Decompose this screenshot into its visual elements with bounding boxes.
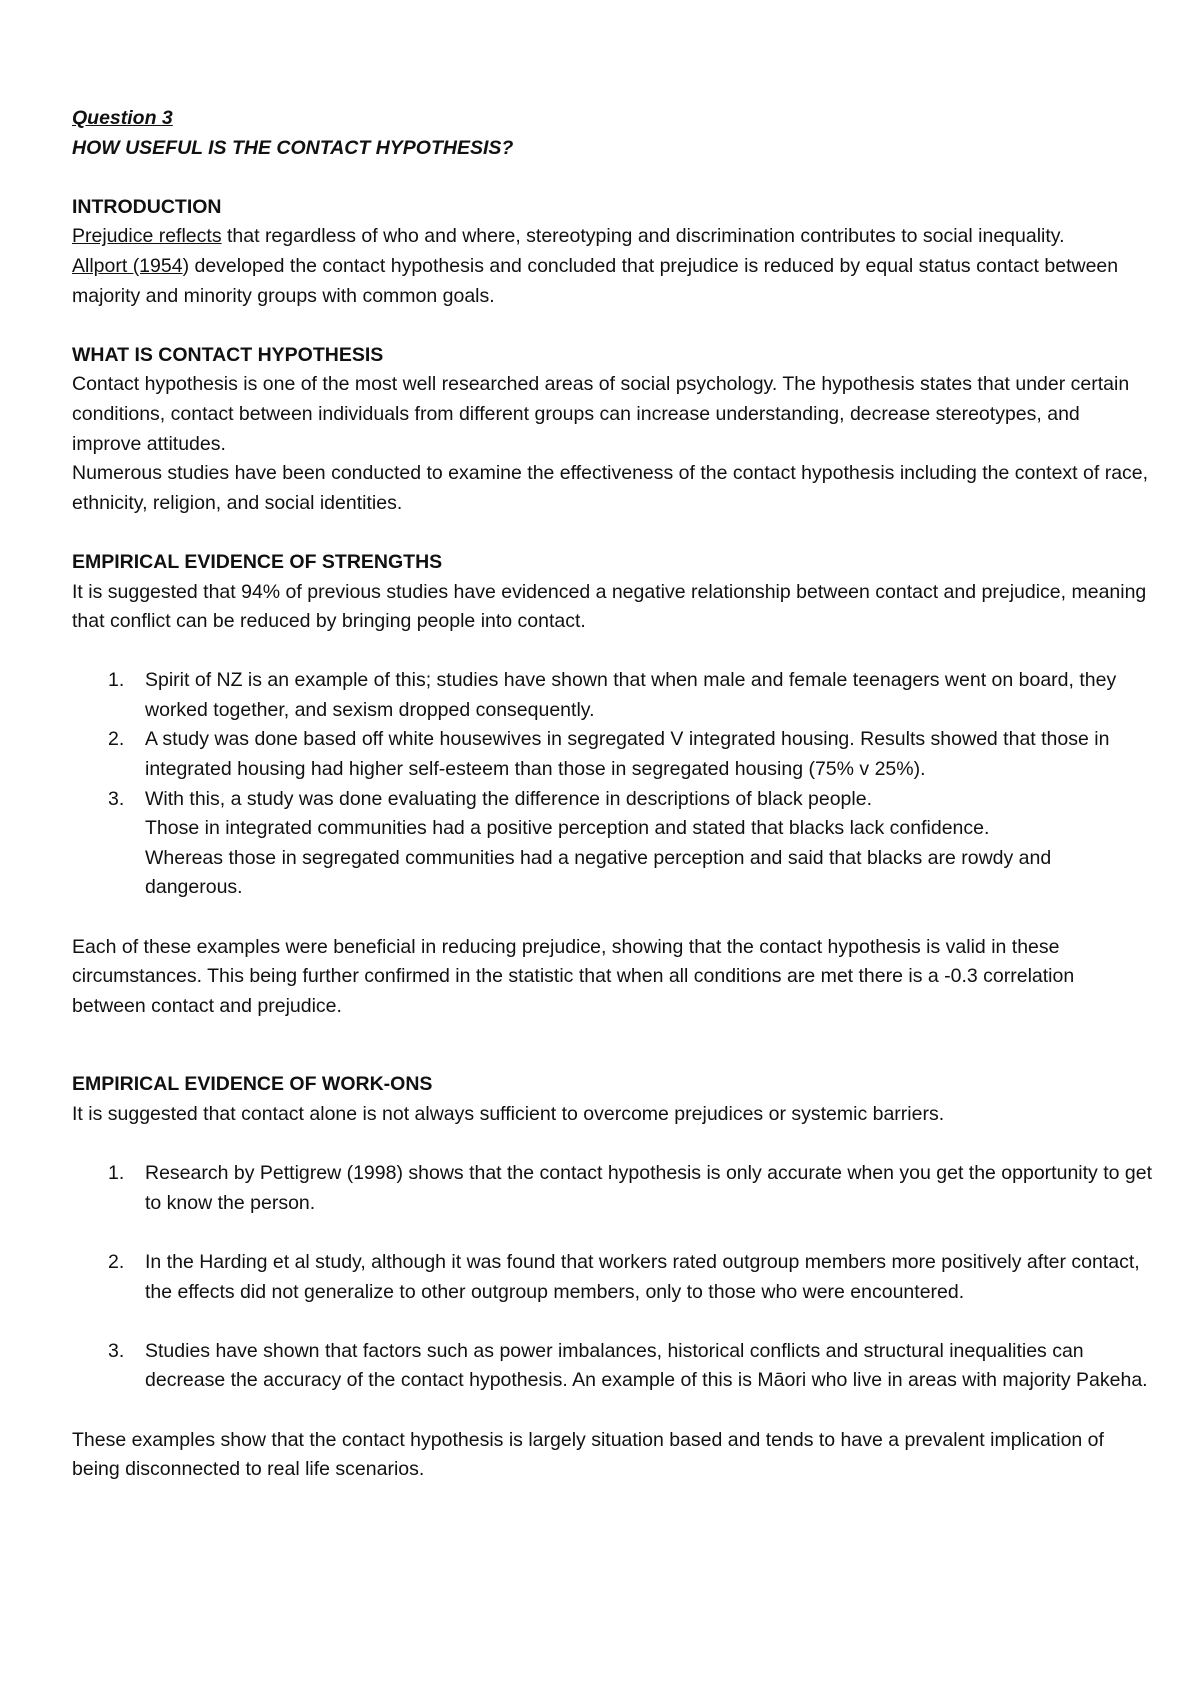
intro-paragraph-1 xyxy=(72,222,1152,252)
intro-heading: INTRODUCTION xyxy=(72,195,222,218)
list-number: 1. xyxy=(108,1162,125,1185)
list-item-text: In the Harding et al study, although it was found that workers rated outgroup members more positively after contact, the effects did not generalize to other outgroup members, only to those who were encountered. xyxy=(145,1250,1140,1303)
list-item xyxy=(72,1248,1152,1307)
workons-list xyxy=(72,1159,1152,1396)
what-is-paragraph-2: Numerous studies have been conducted to examine the effectiveness of the contact hypothesis including the context of race, ethnicity, religion, and social identities. xyxy=(72,462,1149,514)
list-item-text: A study was done based off white housewives in segregated V integrated housing. Results showed that those in integrated housing had higher self-esteem than those in segregated housing (75% v 25%). xyxy=(145,728,1110,781)
list-item-text: Studies have shown that factors such as power imbalances, historical conflicts and structural inequalities can decrease the accuracy of the contact hypothesis. An example of this is Māori who live in areas with majority Pakeha. xyxy=(145,1339,1148,1392)
workons-intro: It is suggested that contact alone is not always sufficient to overcome prejudices or systemic barriers. xyxy=(72,1103,945,1125)
list-item xyxy=(72,725,1152,784)
list-number: 2. xyxy=(108,728,125,751)
intro-p2-rest: ) developed the contact hypothesis and concluded that prejudice is reduced by equal status contact between majority and minority groups with common goals. xyxy=(72,254,1119,307)
document-title: HOW USEFUL IS THE CONTACT HYPOTHESIS? xyxy=(72,136,514,159)
strengths-conclusion: Each of these examples were beneficial in reducing prejudice, showing that the contact hypothesis is valid in these circumstances. This being further confirmed in the statistic that when all conditions are met there is a -0.3 correlation between contact and prejudice. xyxy=(72,935,1075,1017)
list-item-text: With this, a study was done evaluating the difference in descriptions of black people. xyxy=(145,787,872,810)
list-number: 3. xyxy=(108,787,125,810)
list-item xyxy=(72,785,1152,903)
intro-paragraph-2 xyxy=(72,252,1152,311)
strengths-heading: EMPIRICAL EVIDENCE OF STRENGTHS xyxy=(72,550,443,573)
list-item-text: Spirit of NZ is an example of this; studies have shown that when male and female teenagers went on board, they worked together, and sexism dropped consequently. xyxy=(145,669,1117,721)
list-item-text-line-2: Those in integrated communities had a positive perception and stated that blacks lack confidence. xyxy=(145,817,990,840)
intro-p2-lead: Allport (1954 xyxy=(72,254,183,277)
list-number: 1. xyxy=(108,669,125,692)
question-label: Question 3 xyxy=(72,107,173,129)
what-is-heading: WHAT IS CONTACT HYPOTHESIS xyxy=(72,343,384,366)
document-page xyxy=(72,104,1152,1485)
strengths-list xyxy=(72,666,1152,903)
intro-p1-rest: that regardless of who and where, stereotyping and discrimination contributes to social inequality. xyxy=(221,225,1065,248)
list-item xyxy=(72,1337,1152,1396)
strengths-intro: It is suggested that 94% of previous studies have evidenced a negative relationship between contact and prejudice, meaning that conflict can be reduced by bringing people into contact. xyxy=(72,580,1147,633)
workons-heading: EMPIRICAL EVIDENCE OF WORK-ONS xyxy=(72,1073,433,1096)
list-item-text: Research by Pettigrew (1998) shows that the contact hypothesis is only accurate when you get the opportunity to get to know the person. xyxy=(145,1162,1152,1214)
intro-p1-lead: Prejudice reflects xyxy=(72,225,222,248)
list-item xyxy=(72,666,1152,725)
workons-conclusion: These examples show that the contact hypothesis is largely situation based and tends to have a prevalent implication of being disconnected to real life scenarios. xyxy=(72,1428,1104,1481)
what-is-paragraph-1: Contact hypothesis is one of the most well researched areas of social psychology. The hypothesis states that under certain conditions, contact between individuals from different groups can increase understanding, decrease stereotypes, and improve attitudes. xyxy=(72,373,1130,455)
list-number: 3. xyxy=(108,1339,125,1362)
list-item-text-line-3: Whereas those in segregated communities had a negative perception and said that blacks are rowdy and dangerous. xyxy=(145,846,1052,899)
list-number: 2. xyxy=(108,1250,125,1273)
list-item xyxy=(72,1159,1152,1218)
